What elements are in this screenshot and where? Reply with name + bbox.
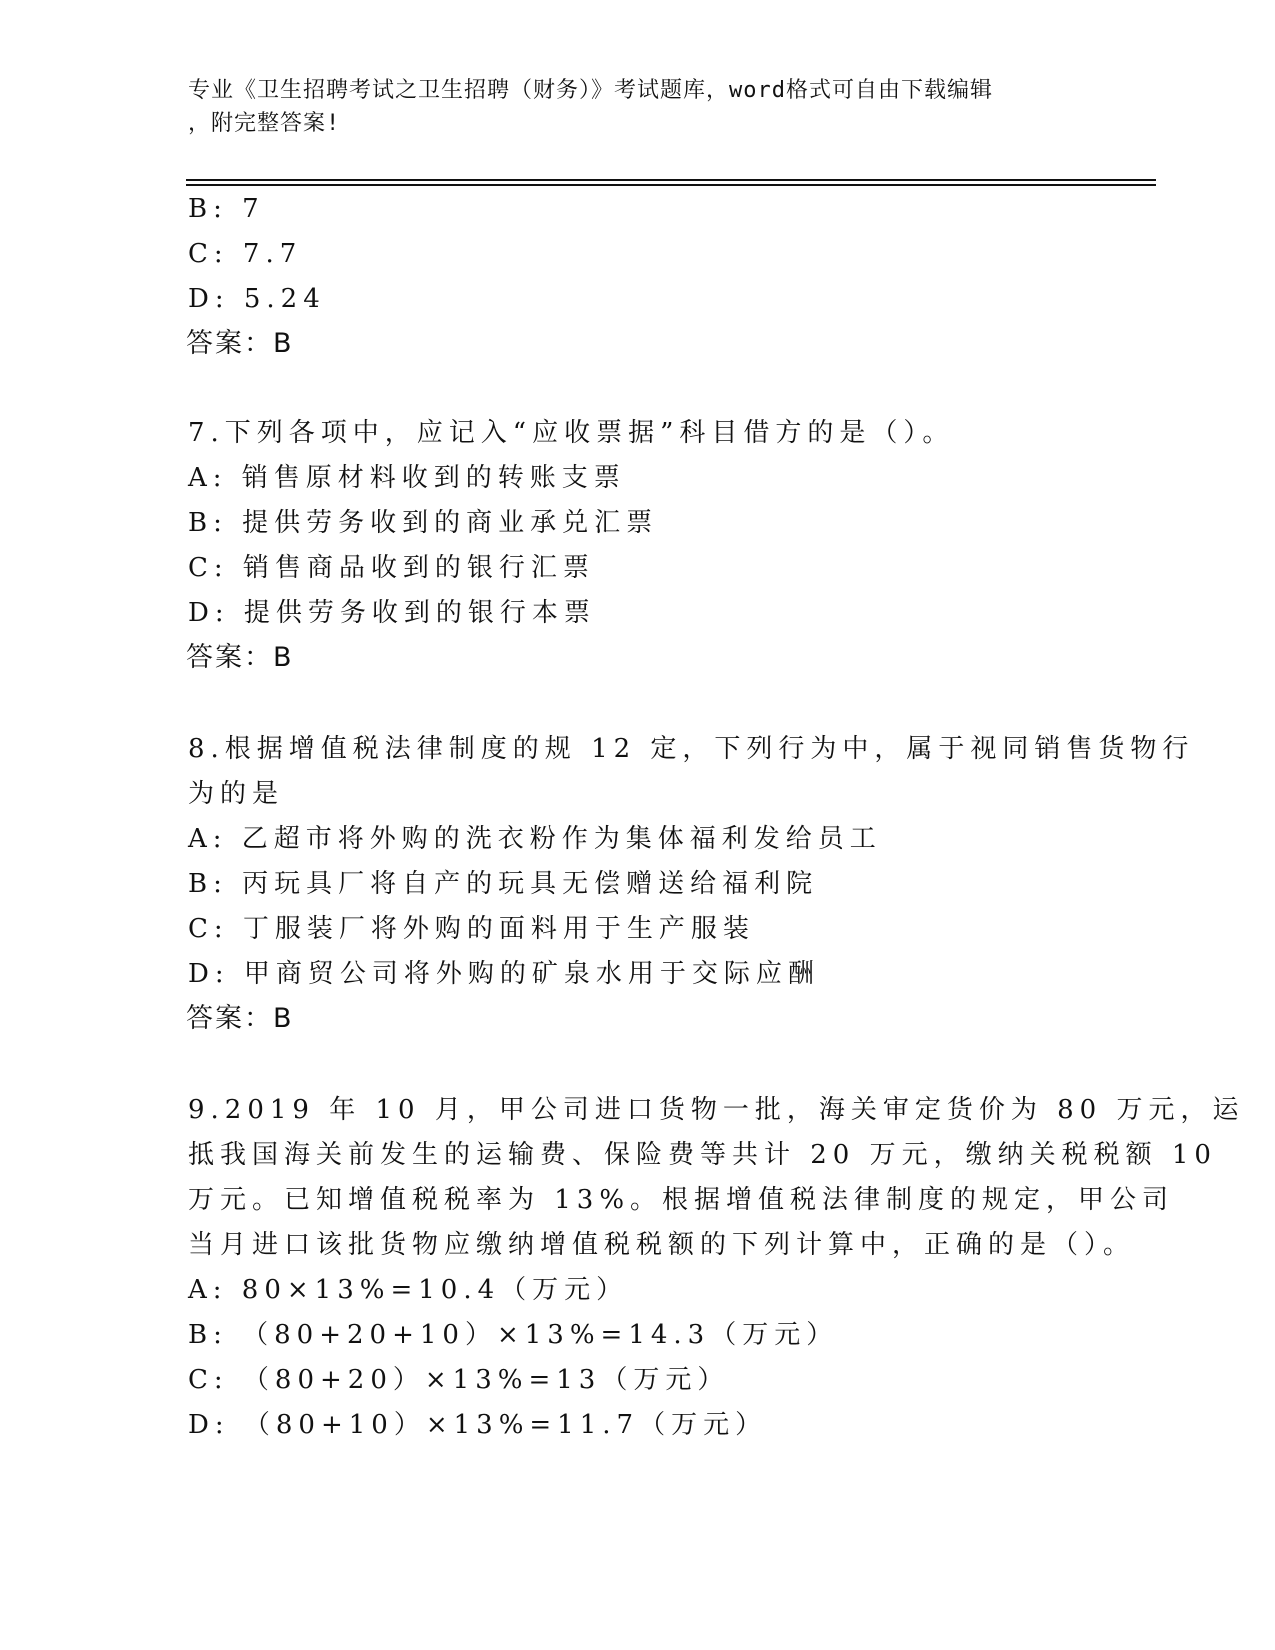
q9-option-d: D: （80+10）×13%=11.7（万元） [188,1410,768,1440]
q8-option-c: C: 丁服装厂将外购的面料用于生产服装 [188,914,755,944]
q7-option-c: C: 销售商品收到的银行汇票 [188,553,595,583]
q9-option-a: A: 80×13%=10.4（万元） [188,1275,629,1305]
q6-option-d: D: 5.24 [188,284,326,314]
header-line-1: 专业《卫生招聘考试之卫生招聘（财务）》考试题库，word格式可自由下载编辑 [188,78,993,103]
q7-stem: 7.下列各项中，应记入“应收票据”科目借方的是（）。 [188,418,955,448]
q8-stem-line-1: 8.根据增值税法律制度的规 12 定，下列行为中，属于视同销售货物行 [188,734,1195,764]
q7-option-a: A: 销售原材料收到的转账支票 [188,463,626,493]
q8-option-d: D: 甲商贸公司将外购的矿泉水用于交际应酬 [188,959,820,989]
q9-option-c: C: （80+20）×13%=13（万元） [188,1365,730,1395]
q8-stem-line-2: 为的是 [188,779,285,809]
q6-answer: 答案：B [186,328,294,359]
q9-stem-line-1: 9.2019 年 10 月，甲公司进口货物一批，海关审定货价为 80 万元，运 [188,1095,1245,1125]
q9-option-b: B: （80+20+10）×13%=14.3（万元） [188,1320,839,1350]
q6-option-c: C: 7.7 [188,239,303,269]
q7-option-b: B: 提供劳务收到的商业承兑汇票 [188,508,659,538]
q7-answer: 答案：B [186,642,294,673]
q6-option-b: B: 7 [188,194,265,224]
q7-option-d: D: 提供劳务收到的银行本票 [188,598,596,628]
header-line-2: ，附完整答案! [188,111,341,136]
document-header [188,74,1088,140]
header-divider-top [186,179,1156,181]
q9-stem-line-3: 万元。已知增值税税率为 13%。根据增值税法律制度的规定，甲公司 [188,1185,1175,1215]
q8-option-a: A: 乙超市将外购的洗衣粉作为集体福利发给员工 [188,824,882,854]
q9-stem-line-4: 当月进口该批货物应缴纳增值税税额的下列计算中，正确的是（）。 [188,1230,1136,1260]
q8-option-b: B: 丙玩具厂将自产的玩具无偿赠送给福利院 [188,869,819,899]
q9-stem-line-2: 抵我国海关前发生的运输费、保险费等共计 20 万元，缴纳关税税额 10 [188,1140,1217,1170]
q8-answer: 答案：B [186,1003,294,1034]
header-divider-bottom [186,184,1156,186]
